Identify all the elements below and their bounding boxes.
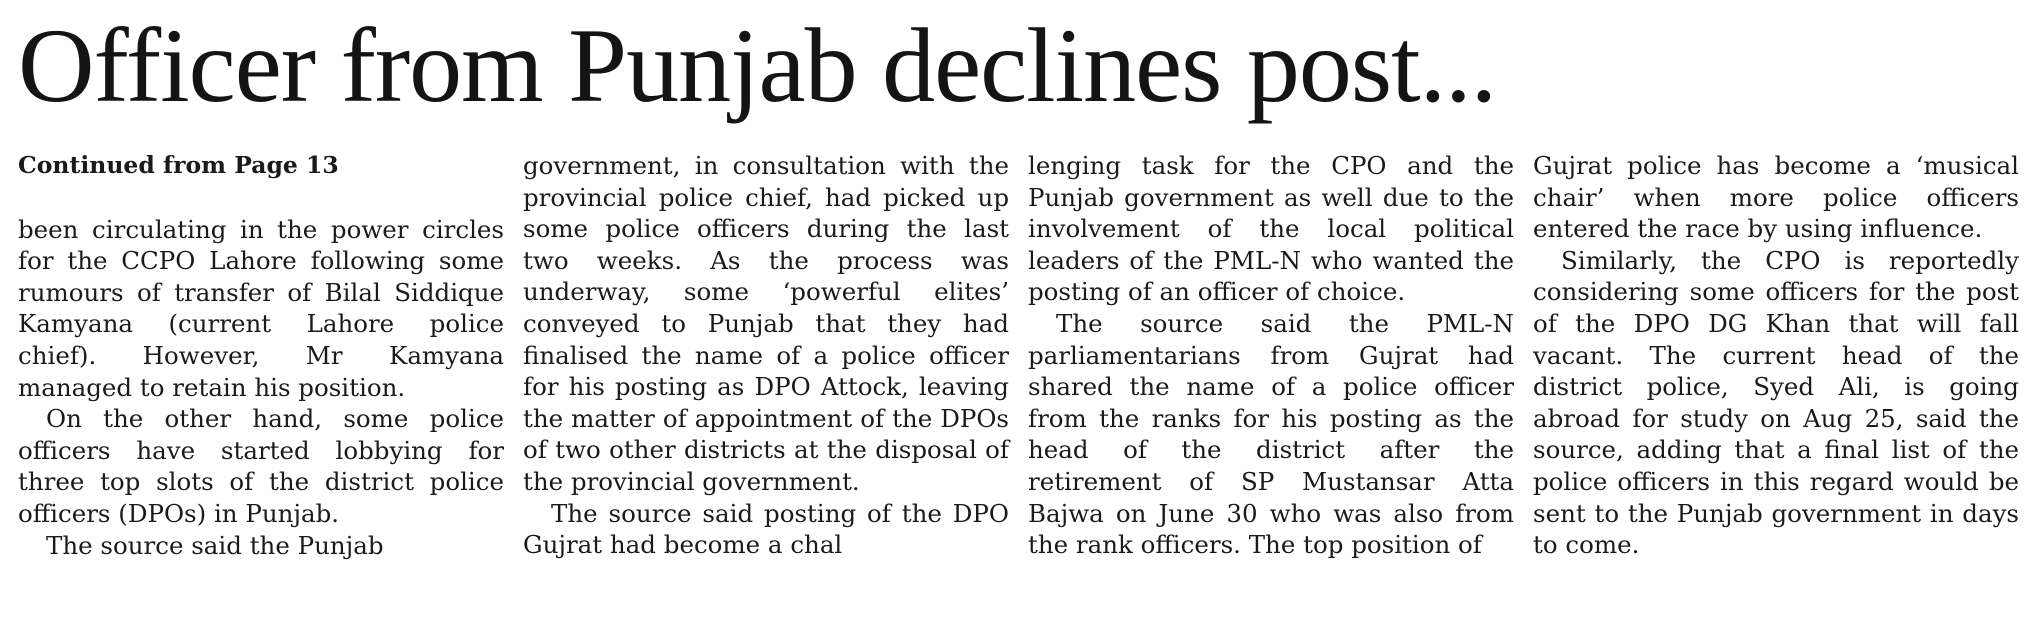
paragraph: lenging task for the CPO and the Punjab government as well due to the involvement of the local political leaders of the PML-N who wanted the posting of an officer of choice.	[1028, 151, 1514, 307]
paragraph: government, in consultation with the provincial police chief, had picked up some police officers during the last two weeks. As the process was underway, some ‘powerful elites’ conveyed to Punjab that they had finalised the name of a police officer for his posting as DPO Attock, leaving the matter of appointment of the DPOs of two other districts at the disposal of the provincial government.	[523, 151, 1009, 496]
column-1	[18, 150, 504, 561]
paragraph: Gujrat police has become a ‘musical chair’ when more police officers entered the race by using influence.	[1533, 151, 2019, 244]
column-3	[1028, 150, 1514, 561]
paragraph: The source said the Punjab	[46, 530, 384, 560]
continued-from-label: Continued from Page 13	[18, 151, 339, 179]
headline: Officer from Punjab declines post...	[18, 7, 1497, 124]
paragraph: On the other hand, some police officers have started lobbying for three top slots of the district police officers (DPOs) in Punjab.	[18, 404, 504, 528]
paragraph: The source said posting of the DPO Gujrat had become a chal	[523, 498, 1009, 560]
paragraph: been circulating in the power circles for the CCPO Lahore following some rumours of transfer of Bilal Siddique Kamyana (current Lahore police chief). However, Mr Kamyana managed to retain his position.	[18, 214, 504, 402]
paragraph: Similarly, the CPO is reportedly considering some officers for the post of the DPO DG Khan that will fall vacant. The current head of the district police, Syed Ali, is going abroad for study on Aug 25, said the source, adding that a final list of the police officers in this regard would be sent to the Punjab government in days to come.	[1533, 245, 2019, 560]
article-body	[18, 150, 2018, 630]
column-2	[523, 150, 1009, 561]
column-4	[1533, 150, 2019, 561]
paragraph: The source said the PML-N parliamentarians from Gujrat had shared the name of a police officer from the ranks for his posting as the head of the district after the retirement of SP Mustansar Atta Bajwa on June 30 who was also from the rank officers. The top position of	[1028, 308, 1514, 560]
